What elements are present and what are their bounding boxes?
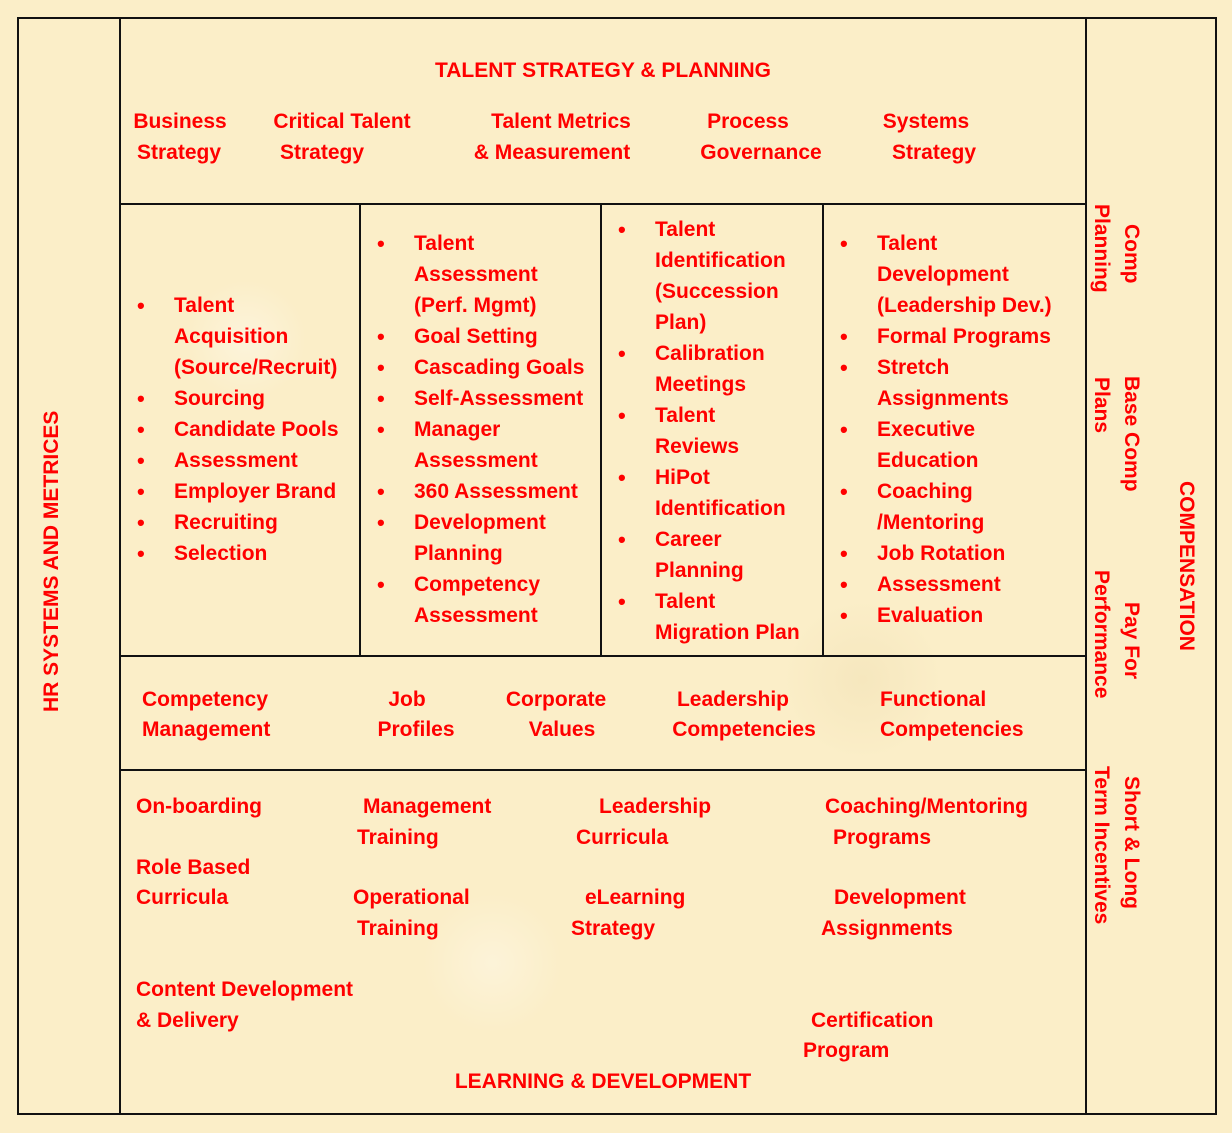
list-item-line: • Competency — [414, 573, 541, 596]
list-item — [137, 507, 339, 538]
management-training-2: Training — [357, 826, 439, 849]
leadership-competencies-2: Competencies — [672, 718, 816, 741]
right-panel-divider — [1085, 17, 1087, 1115]
list-item-line: Planning — [414, 542, 503, 565]
list-item-line: (Leadership Dev.) — [877, 294, 1052, 317]
list-item-line: • Evaluation — [877, 604, 984, 627]
list-item-line: Assignments — [877, 387, 1009, 410]
list-item-line: • Talent — [877, 232, 938, 255]
outer-border-bottom — [17, 1113, 1217, 1115]
list-item-line: • Cascading Goals — [414, 356, 585, 379]
base-comp-line2: Plans — [1090, 377, 1113, 434]
list-item-line: Plan) — [655, 311, 707, 334]
list-item-line: Planning — [655, 559, 744, 582]
list-item-line: • Calibration — [655, 342, 765, 365]
strategy-item-critical-1: Critical Talent — [273, 110, 411, 133]
list-item-line: • Employer Brand — [174, 480, 337, 503]
compensation-label: COMPENSATION — [1175, 481, 1198, 651]
list-item-line: • Manager — [414, 418, 501, 441]
list-item-line: • Formal Programs — [877, 325, 1051, 348]
list-item — [377, 569, 584, 631]
list-item-line: • Development — [414, 511, 546, 534]
list-item — [618, 586, 800, 648]
list-item-line: • Executive — [877, 418, 976, 441]
list-item-line: • Talent — [655, 218, 716, 241]
list-item — [840, 538, 1052, 569]
list-item — [618, 524, 800, 586]
list-item-line: • HiPot — [655, 466, 710, 489]
list-item — [840, 569, 1052, 600]
leadership-curricula-1: Leadership — [599, 795, 712, 818]
list-item — [137, 383, 339, 414]
strategy-item-metrics-2: & Measurement — [473, 141, 631, 164]
list-item — [137, 290, 339, 383]
corporate-values-1: Corporate — [505, 688, 607, 711]
development-assignments-2: Assignments — [821, 917, 953, 940]
list-item — [618, 462, 800, 524]
leadership-curricula-2: Curricula — [576, 826, 669, 849]
list-item-line: • Talent — [655, 590, 716, 613]
management-training-1: Management — [363, 795, 492, 818]
strategy-item-process-1: Process — [707, 110, 789, 133]
strategy-item-systems-2: Strategy — [891, 141, 977, 164]
comp-planning-line2: Planning — [1090, 204, 1113, 293]
column-divider-1 — [359, 203, 361, 657]
corporate-values-2: Values — [528, 718, 596, 741]
functional-competencies-2: Competencies — [880, 718, 1024, 741]
comp-planning-line1: Comp — [1120, 224, 1143, 284]
list-item-line: • Coaching — [877, 480, 973, 503]
hr-systems-label: HR SYSTEMS AND METRICES — [40, 410, 63, 712]
list-item — [618, 338, 800, 400]
columns-divider — [119, 655, 1087, 657]
list-item-line: Assessment — [414, 604, 538, 627]
list-item — [840, 414, 1052, 476]
list-item-line: /Mentoring — [877, 511, 985, 534]
strategy-title: TALENT STRATEGY & PLANNING — [435, 59, 771, 82]
list-item-line: (Succession — [655, 280, 779, 303]
column-divider-2 — [600, 203, 602, 657]
talent-development-list — [840, 228, 1052, 631]
list-item-line: Reviews — [655, 435, 740, 458]
list-item — [377, 476, 584, 507]
list-item-line: • 360 Assessment — [414, 480, 578, 503]
certification-program-1: Certification — [811, 1009, 934, 1032]
strategy-item-systems-1: Systems — [882, 110, 970, 133]
list-item — [377, 352, 584, 383]
strategy-item-business-1: Business — [133, 110, 227, 133]
content-development-1: Content Development — [136, 978, 354, 1001]
talent-identification-list — [618, 214, 800, 648]
list-item — [618, 214, 800, 338]
competency-management-1: Competency — [142, 688, 269, 711]
list-item-line: • Selection — [174, 542, 268, 565]
list-item — [137, 414, 339, 445]
list-item-line: (Perf. Mgmt) — [414, 294, 537, 317]
strategy-item-business-2: Strategy — [136, 141, 222, 164]
list-item-line: • Candidate Pools — [174, 418, 339, 441]
operational-training-1: Operational — [353, 886, 470, 909]
list-item — [377, 414, 584, 476]
talent-assessment-list — [377, 228, 584, 631]
learning-title: LEARNING & DEVELOPMENT — [454, 1070, 752, 1093]
list-item-line: • Talent — [414, 232, 475, 255]
strategy-item-critical-2: Strategy — [279, 141, 365, 164]
list-item-line: • Self-Assessment — [414, 387, 584, 410]
list-item-line: • Goal Setting — [414, 325, 538, 348]
list-item-line: • Assessment — [174, 449, 298, 472]
list-item — [840, 352, 1052, 414]
incentives-line2: Term Incentives — [1090, 766, 1113, 925]
pay-for-performance-line2: Performance — [1090, 570, 1113, 699]
list-item — [137, 538, 339, 569]
list-item-line: • Assessment — [877, 573, 1001, 596]
elearning-strategy-2: Strategy — [571, 917, 656, 940]
list-item-line: • Job Rotation — [877, 542, 1006, 565]
list-item — [377, 383, 584, 414]
list-item-line: Acquisition — [174, 325, 289, 348]
incentives-line1: Short & Long — [1120, 776, 1143, 909]
leadership-competencies-1: Leadership — [676, 688, 790, 711]
list-item — [840, 476, 1052, 538]
coaching-mentoring-programs-1: Coaching/Mentoring — [825, 795, 1028, 818]
elearning-strategy-1: eLearning — [585, 886, 686, 909]
outer-border-right — [1215, 17, 1217, 1115]
job-profiles-1: Job — [388, 688, 426, 711]
list-item-line: Assessment — [414, 449, 538, 472]
list-item — [137, 445, 339, 476]
list-item — [618, 400, 800, 462]
content-development-2: & Delivery — [136, 1009, 239, 1032]
pay-for-performance-line1: Pay For — [1120, 602, 1143, 680]
list-item — [377, 507, 584, 569]
role-based-curricula-2: Curricula — [136, 886, 229, 909]
list-item-line: • Career — [655, 528, 722, 551]
list-item — [840, 321, 1052, 352]
list-item-line: Development — [877, 263, 1009, 286]
list-item-line: Meetings — [655, 373, 747, 396]
list-item-line: • Talent — [655, 404, 716, 427]
operational-training-2: Training — [357, 917, 439, 940]
competency-management-2: Management — [142, 718, 271, 741]
onboarding: On-boarding — [136, 795, 262, 818]
list-item-line: Identification — [655, 497, 786, 520]
outer-border-left — [17, 17, 19, 1115]
talent-acquisition-list — [137, 290, 339, 569]
list-item-line: • Stretch — [877, 356, 950, 379]
left-panel-divider — [119, 17, 121, 1115]
list-item — [377, 321, 584, 352]
column-divider-3 — [822, 203, 824, 657]
role-based-curricula-1: Role Based — [136, 856, 251, 879]
list-item-line: (Source/Recruit) — [174, 356, 338, 379]
strategy-divider — [119, 203, 1087, 205]
development-assignments-1: Development — [834, 886, 966, 909]
coaching-mentoring-programs-2: Programs — [833, 826, 932, 849]
list-item-line: Migration Plan — [655, 621, 800, 644]
functional-competencies-1: Functional — [880, 688, 987, 711]
certification-program-2: Program — [803, 1039, 890, 1062]
job-profiles-2: Profiles — [377, 718, 455, 741]
list-item-line: • Recruiting — [174, 511, 278, 534]
list-item — [137, 476, 339, 507]
list-item — [840, 600, 1052, 631]
list-item-line: Education — [877, 449, 979, 472]
strategy-item-metrics-1: Talent Metrics — [491, 110, 631, 133]
list-item-line: Identification — [655, 249, 786, 272]
strategy-item-process-2: Governance — [700, 141, 822, 164]
list-item-line: • Talent — [174, 294, 235, 317]
base-comp-line1: Base Comp — [1120, 376, 1143, 492]
list-item-line: Assessment — [414, 263, 538, 286]
list-item-line: • Sourcing — [174, 387, 266, 410]
competency-divider — [119, 769, 1087, 771]
outer-border-top — [17, 17, 1217, 19]
list-item — [377, 228, 584, 321]
list-item — [840, 228, 1052, 321]
